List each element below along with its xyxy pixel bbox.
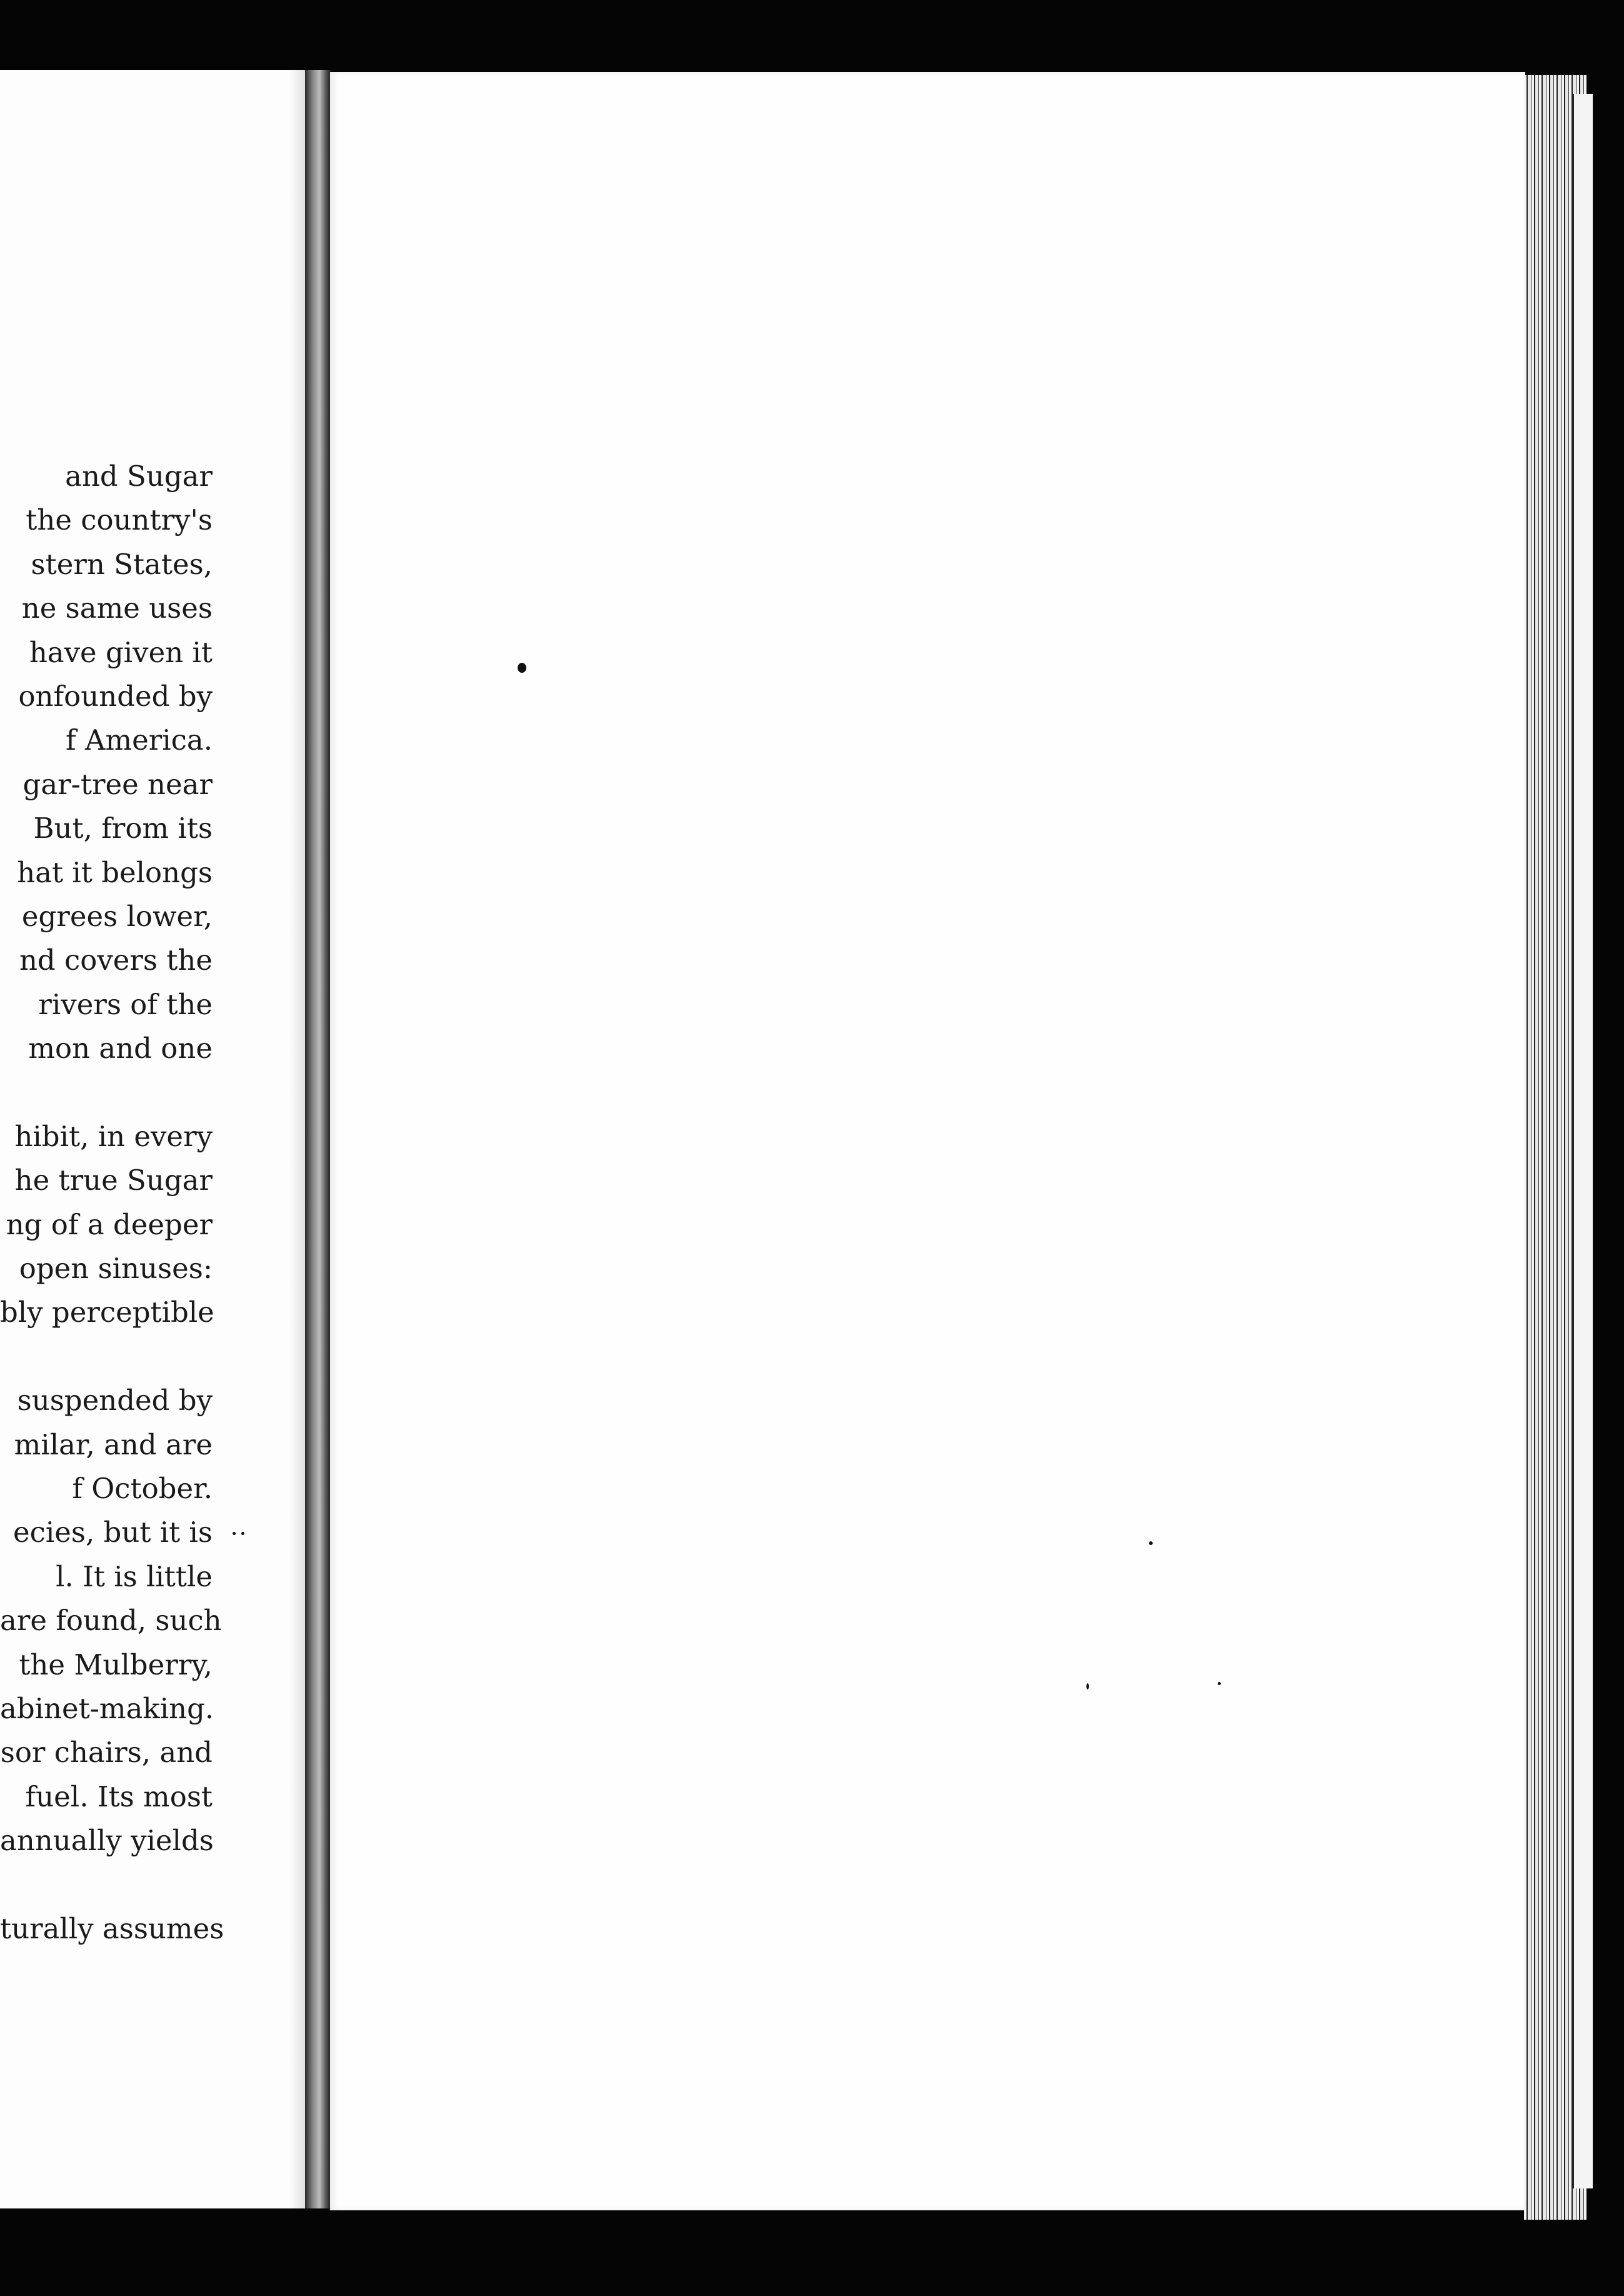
text-line [0, 1070, 213, 1114]
text-line: hat it belongs [17, 855, 213, 889]
text-line: sor chairs, and [0, 1736, 213, 1770]
left-page-text [0, 455, 224, 1951]
ink-speck [233, 1532, 236, 1535]
text-line [0, 1863, 213, 1907]
text-line: But, from its [33, 812, 213, 845]
text-line: the country's [26, 503, 213, 537]
page-edges [1524, 75, 1586, 2220]
text-line: turally assumes [0, 1911, 224, 1945]
ink-speck [1086, 1683, 1089, 1689]
text-line: and Sugar [65, 460, 213, 493]
text-line: ne same uses [21, 592, 213, 625]
book-gutter [305, 70, 331, 2208]
ink-speck [1218, 1682, 1221, 1685]
left-page [0, 70, 308, 2208]
text-line: f October. [72, 1471, 213, 1505]
text-line: nd covers the [19, 944, 213, 977]
text-line: egrees lower, [21, 899, 213, 933]
text-line: rivers of the [38, 987, 213, 1021]
text-line: the Mulberry, [19, 1648, 213, 1681]
text-line: bly perceptible [0, 1296, 214, 1329]
text-line: open sinuses: [19, 1252, 213, 1286]
ink-speck [241, 1532, 244, 1535]
text-line: hibit, in every [14, 1119, 213, 1153]
right-page-blank [330, 72, 1525, 2210]
text-line: onfounded by [18, 679, 213, 713]
text-line: annually yields [0, 1824, 214, 1858]
text-line: stern States, [31, 547, 213, 581]
text-line: are found, such [0, 1604, 222, 1638]
text-line: gar-tree near [23, 767, 213, 801]
text-line: mon and one [28, 1032, 213, 1065]
text-line: ng of a deeper [6, 1207, 213, 1241]
text-line [0, 1335, 213, 1379]
ink-speck [1149, 1541, 1153, 1545]
text-line: fuel. Its most [25, 1780, 213, 1813]
text-line: abinet-making. [0, 1691, 214, 1725]
text-line: have given it [29, 635, 213, 669]
text-line: l. It is little [56, 1559, 213, 1593]
text-line: suspended by [17, 1384, 213, 1417]
text-line: f America. [66, 723, 213, 757]
text-line: he true Sugar [14, 1164, 213, 1197]
text-line: ecies, but it is [13, 1516, 213, 1549]
text-line: milar, and are [14, 1427, 213, 1461]
ink-speck [518, 663, 526, 673]
